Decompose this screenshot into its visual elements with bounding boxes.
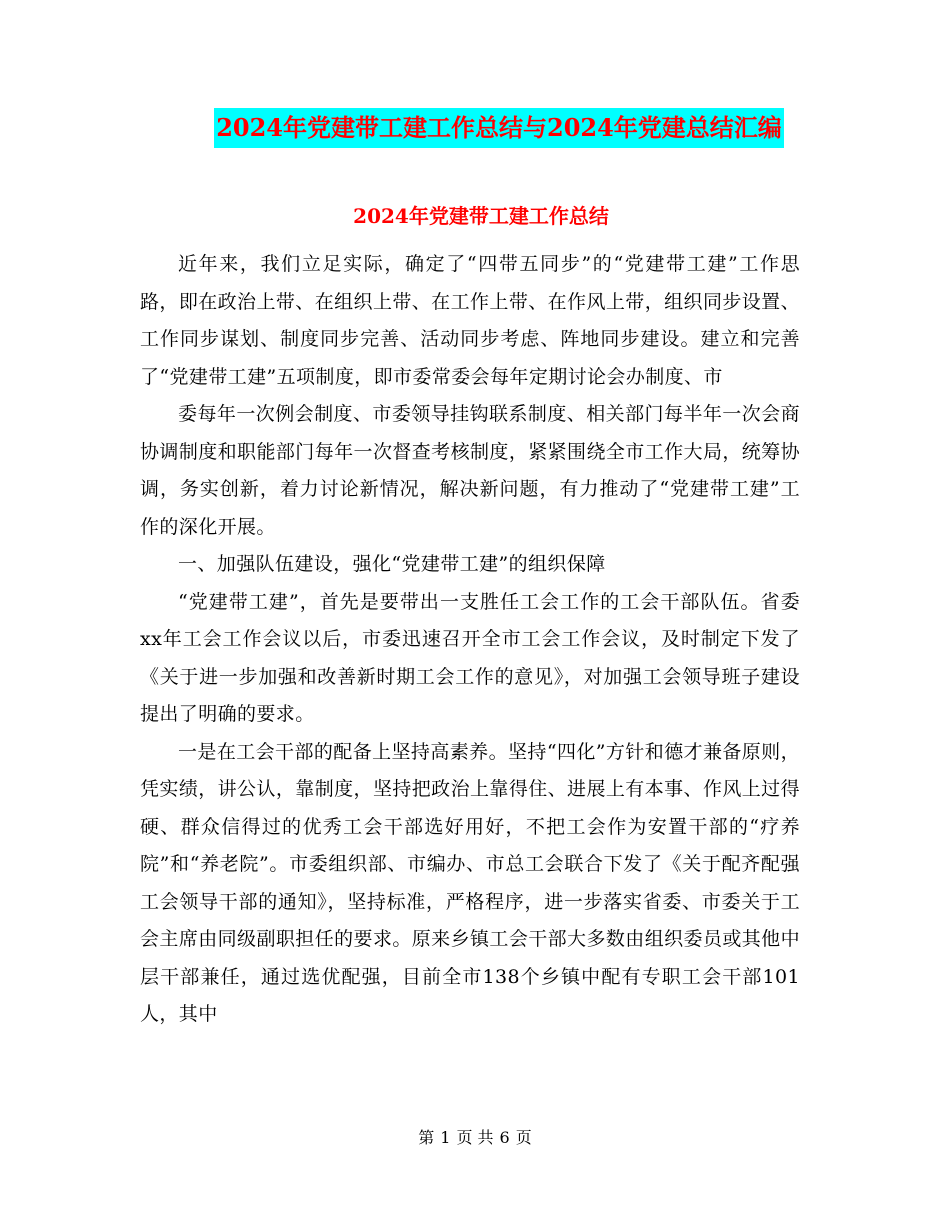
footer-total-pages: 6 [499,1128,510,1147]
document-title-container [0,108,950,148]
paragraph: 一是在工会干部的配备上坚持高素养。坚持“四化”方针和德才兼备原则，凭实绩，讲公认，靠制度，坚持把政治上靠得住、进展上有本事、作风上过得硬、群众信得过的优秀工会干部选好用好，不把工会作为安置干部的“疗养院”和“养老院”。市委组织部、市编办、市总工会联合下发了《关于配齐配强工会领导干部的通知》，坚持标准，严格程序，进一步落实省委、市委关于工会主席由同级副职担任的要求。原来乡镇工会干部大多数由组织委员或其他中层干部兼任，通过选优配强，目前全市138个乡镇中配有专职工会干部101人，其中 [140,740,800,1025]
paragraph: 近年来，我们立足实际，确定了“四带五同步”的“党建带工建”工作思路，即在政治上带、在组织上带、在工作上带、在作风上带，组织同步设置、工作同步谋划、制度同步完善、活动同步考虑、阵地同步建设。建立和完善了“党建带工建”五项制度，即市委常委会每年定期讨论会办制度、市 [140,253,800,388]
footer-label-page: 第 [418,1128,435,1147]
footer-label-of: 页 共 [456,1128,494,1147]
document-title: 2024年党建带工建工作总结与2024年党建总结汇编 [214,108,784,148]
footer-label-end: 页 [515,1128,532,1147]
paragraph-heading: 一、加强队伍建设，强化“党建带工建”的组织保障 [178,553,606,575]
paragraph: 委每年一次例会制度、市委领导挂钩联系制度、相关部门每半年一次会商协调制度和职能部门每年一次督查考核制度，紧紧围绕全市工作大局，统筹协调，务实创新，着力讨论新情况，解决新问题，有力推动了“党建带工建”工作的深化开展。 [140,403,800,538]
footer-current-page: 1 [440,1128,451,1147]
document-body [140,246,800,1034]
section-title: 2024年党建带工建工作总结 [353,204,609,228]
page-footer [0,1126,950,1150]
paragraph: “党建带工建”，首先是要带出一支胜任工会工作的工会干部队伍。省委xx年工会工作会议以后，市委迅速召开全市工会工作会议，及时制定下发了《关于进一步加强和改善新时期工会工作的意见》，对加强工会领导班子建设提出了明确的要求。 [140,590,800,725]
